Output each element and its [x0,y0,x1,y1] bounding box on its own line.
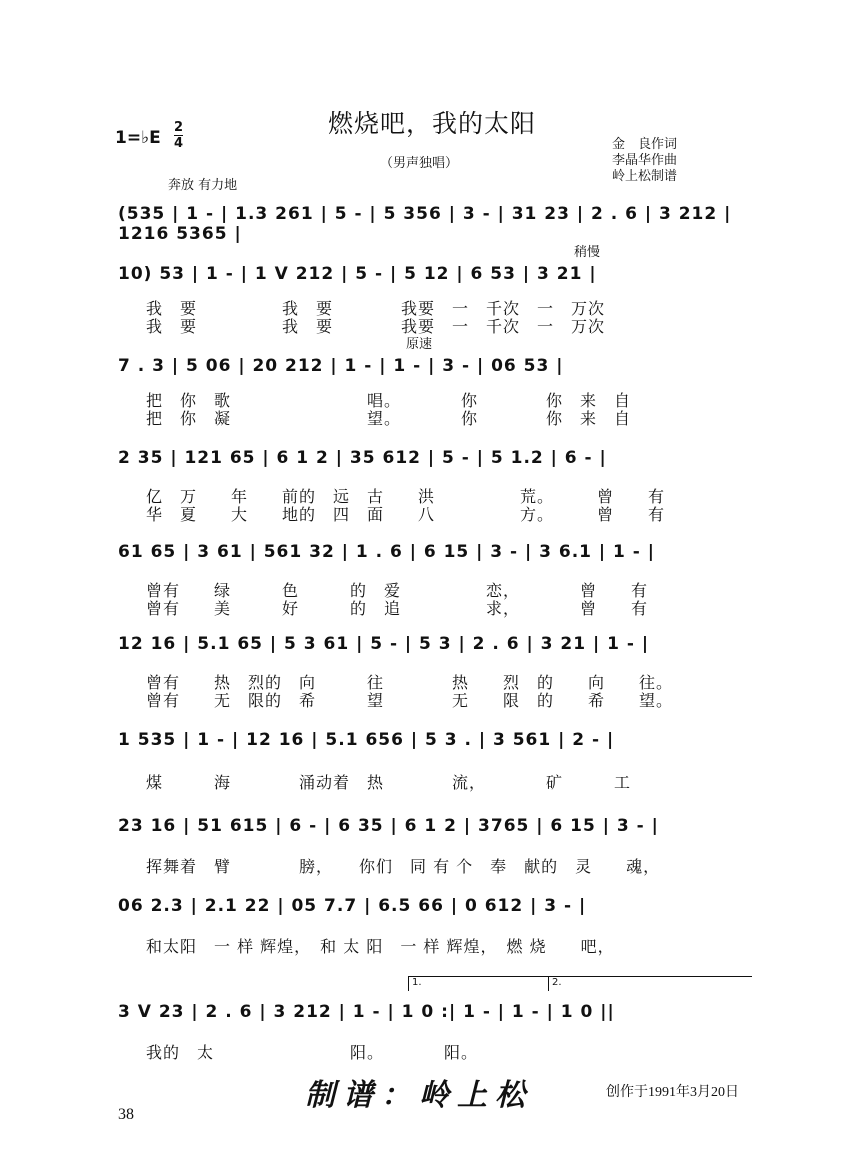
transcriber-signature: 制谱：岭上松 [305,1078,533,1113]
key-signature: 1=♭E [115,128,161,148]
time-signature [174,121,183,150]
lyric-verse-2: 我 要 我 要 我要 一 千次 一 万次 [146,317,606,336]
notes-text: 61 65 | 3 61 | 561 32 | 1 . 6 | 6 15 | 3 - | 3 6.1 | 1 - | [118,542,655,562]
notes-text: (535 | 1 - | 1.3 261 | 5 - | 5 356 | 3 - | 31 23 | 2 . 6 | 3 212 | 1216 5365 | [118,204,732,244]
notes-line [118,994,752,1034]
lyric-verse-2: 把 你 凝 望。 你 你 来 自 [146,409,632,428]
time-top: 2 [174,120,184,135]
notes-text: 2 35 | 121 65 | 6 1 2 | 35 612 | 5 - | 5 1.2 | 6 - | [118,448,607,468]
lyric-verse-2: 曾有 无 限的 希 望 无 限 的 希 望。 [146,691,674,710]
composer: 李晶华作曲 [612,153,678,168]
page-title: 燃烧吧，我的太阳 [327,109,536,138]
lyric-verse-1: 挥舞着 臂 膀， 你们 同 有 个 奉 献的 灵 魂， [146,857,661,876]
lyric-verse-1: 煤 海 涌动着 热 流， 矿 工 [146,773,632,792]
tempo-slow-mark: 稍慢 [574,245,601,260]
lyric-verse-1: 我的 太 阳。 阳。 [146,1043,479,1062]
lyricist: 金 良作词 [612,137,678,152]
notes-line [118,348,752,388]
transcriber: 岭上松制谱 [612,169,678,184]
notes-line [118,256,752,296]
subtitle: （男声独唱） [380,156,459,171]
notes-text: 06 2.3 | 2.1 22 | 05 7.7 | 6.5 66 | 0 612 | 3 - | [118,896,587,916]
notes-line [118,808,752,848]
tempo-original-mark: 原速 [406,337,433,352]
volta-label: 2. [552,977,562,988]
lyric-verse-1: 把 你 歌 唱。 你 你 来 自 [146,391,632,410]
volta-label: 1. [412,977,422,988]
notes-text: 23 16 | 51 615 | 6 - | 6 35 | 6 1 2 | 3765 | 6 15 | 3 - | [118,816,659,836]
notes-line [118,626,752,666]
notes-text: 10) 53 | 1 - | 1 V 212 | 5 - | 5 12 | 6 53 | 3 21 | [118,264,597,284]
notes-line [118,722,752,762]
notes-line [118,440,752,480]
lyric-verse-1: 曾有 绿 色 的 爱 恋， 曾 有 [146,581,649,600]
lyric-verse-2: 华 夏 大 地的 四 面 八 方。 曾 有 [146,505,666,524]
lyric-verse-1: 亿 万 年 前的 远 古 洪 荒。 曾 有 [146,487,666,506]
notes-line [118,196,752,244]
lyric-verse-1: 我 要 我 要 我要 一 千次 一 万次 [146,299,606,318]
page-number: 38 [118,1106,134,1123]
lyric-verse-1: 和太阳 一 样 辉煌， 和 太 阳 一 样 辉煌， 燃 烧 吧， [146,937,615,956]
volta-first-ending [408,976,548,991]
notes-text: 7 . 3 | 5 06 | 20 212 | 1 - | 1 - | 3 - | 06 53 | [118,356,564,376]
time-bottom: 4 [174,136,184,151]
credits [612,137,677,185]
notes-line [118,534,752,574]
lyric-verse-1: 曾有 热 烈的 向 往 热 烈 的 向 往。 [146,673,674,692]
notes-line [118,888,752,928]
volta-second-ending [548,976,752,991]
notes-text: 12 16 | 5.1 65 | 5 3 61 | 5 - | 5 3 | 2 . 6 | 3 21 | 1 - | [118,634,650,654]
creation-date: 创作于1991年3月20日 [606,1085,739,1100]
notes-text: 3 V 23 | 2 . 6 | 3 212 | 1 - | 1 0 :| 1 - | 1 - | 1 0 || [118,1002,615,1022]
lyric-verse-2: 曾有 美 好 的 追 求， 曾 有 [146,599,649,618]
expression-mark: 奔放 有力地 [168,178,238,193]
notes-text: 1 535 | 1 - | 12 16 | 5.1 656 | 5 3 . | 3 561 | 2 - | [118,730,615,750]
